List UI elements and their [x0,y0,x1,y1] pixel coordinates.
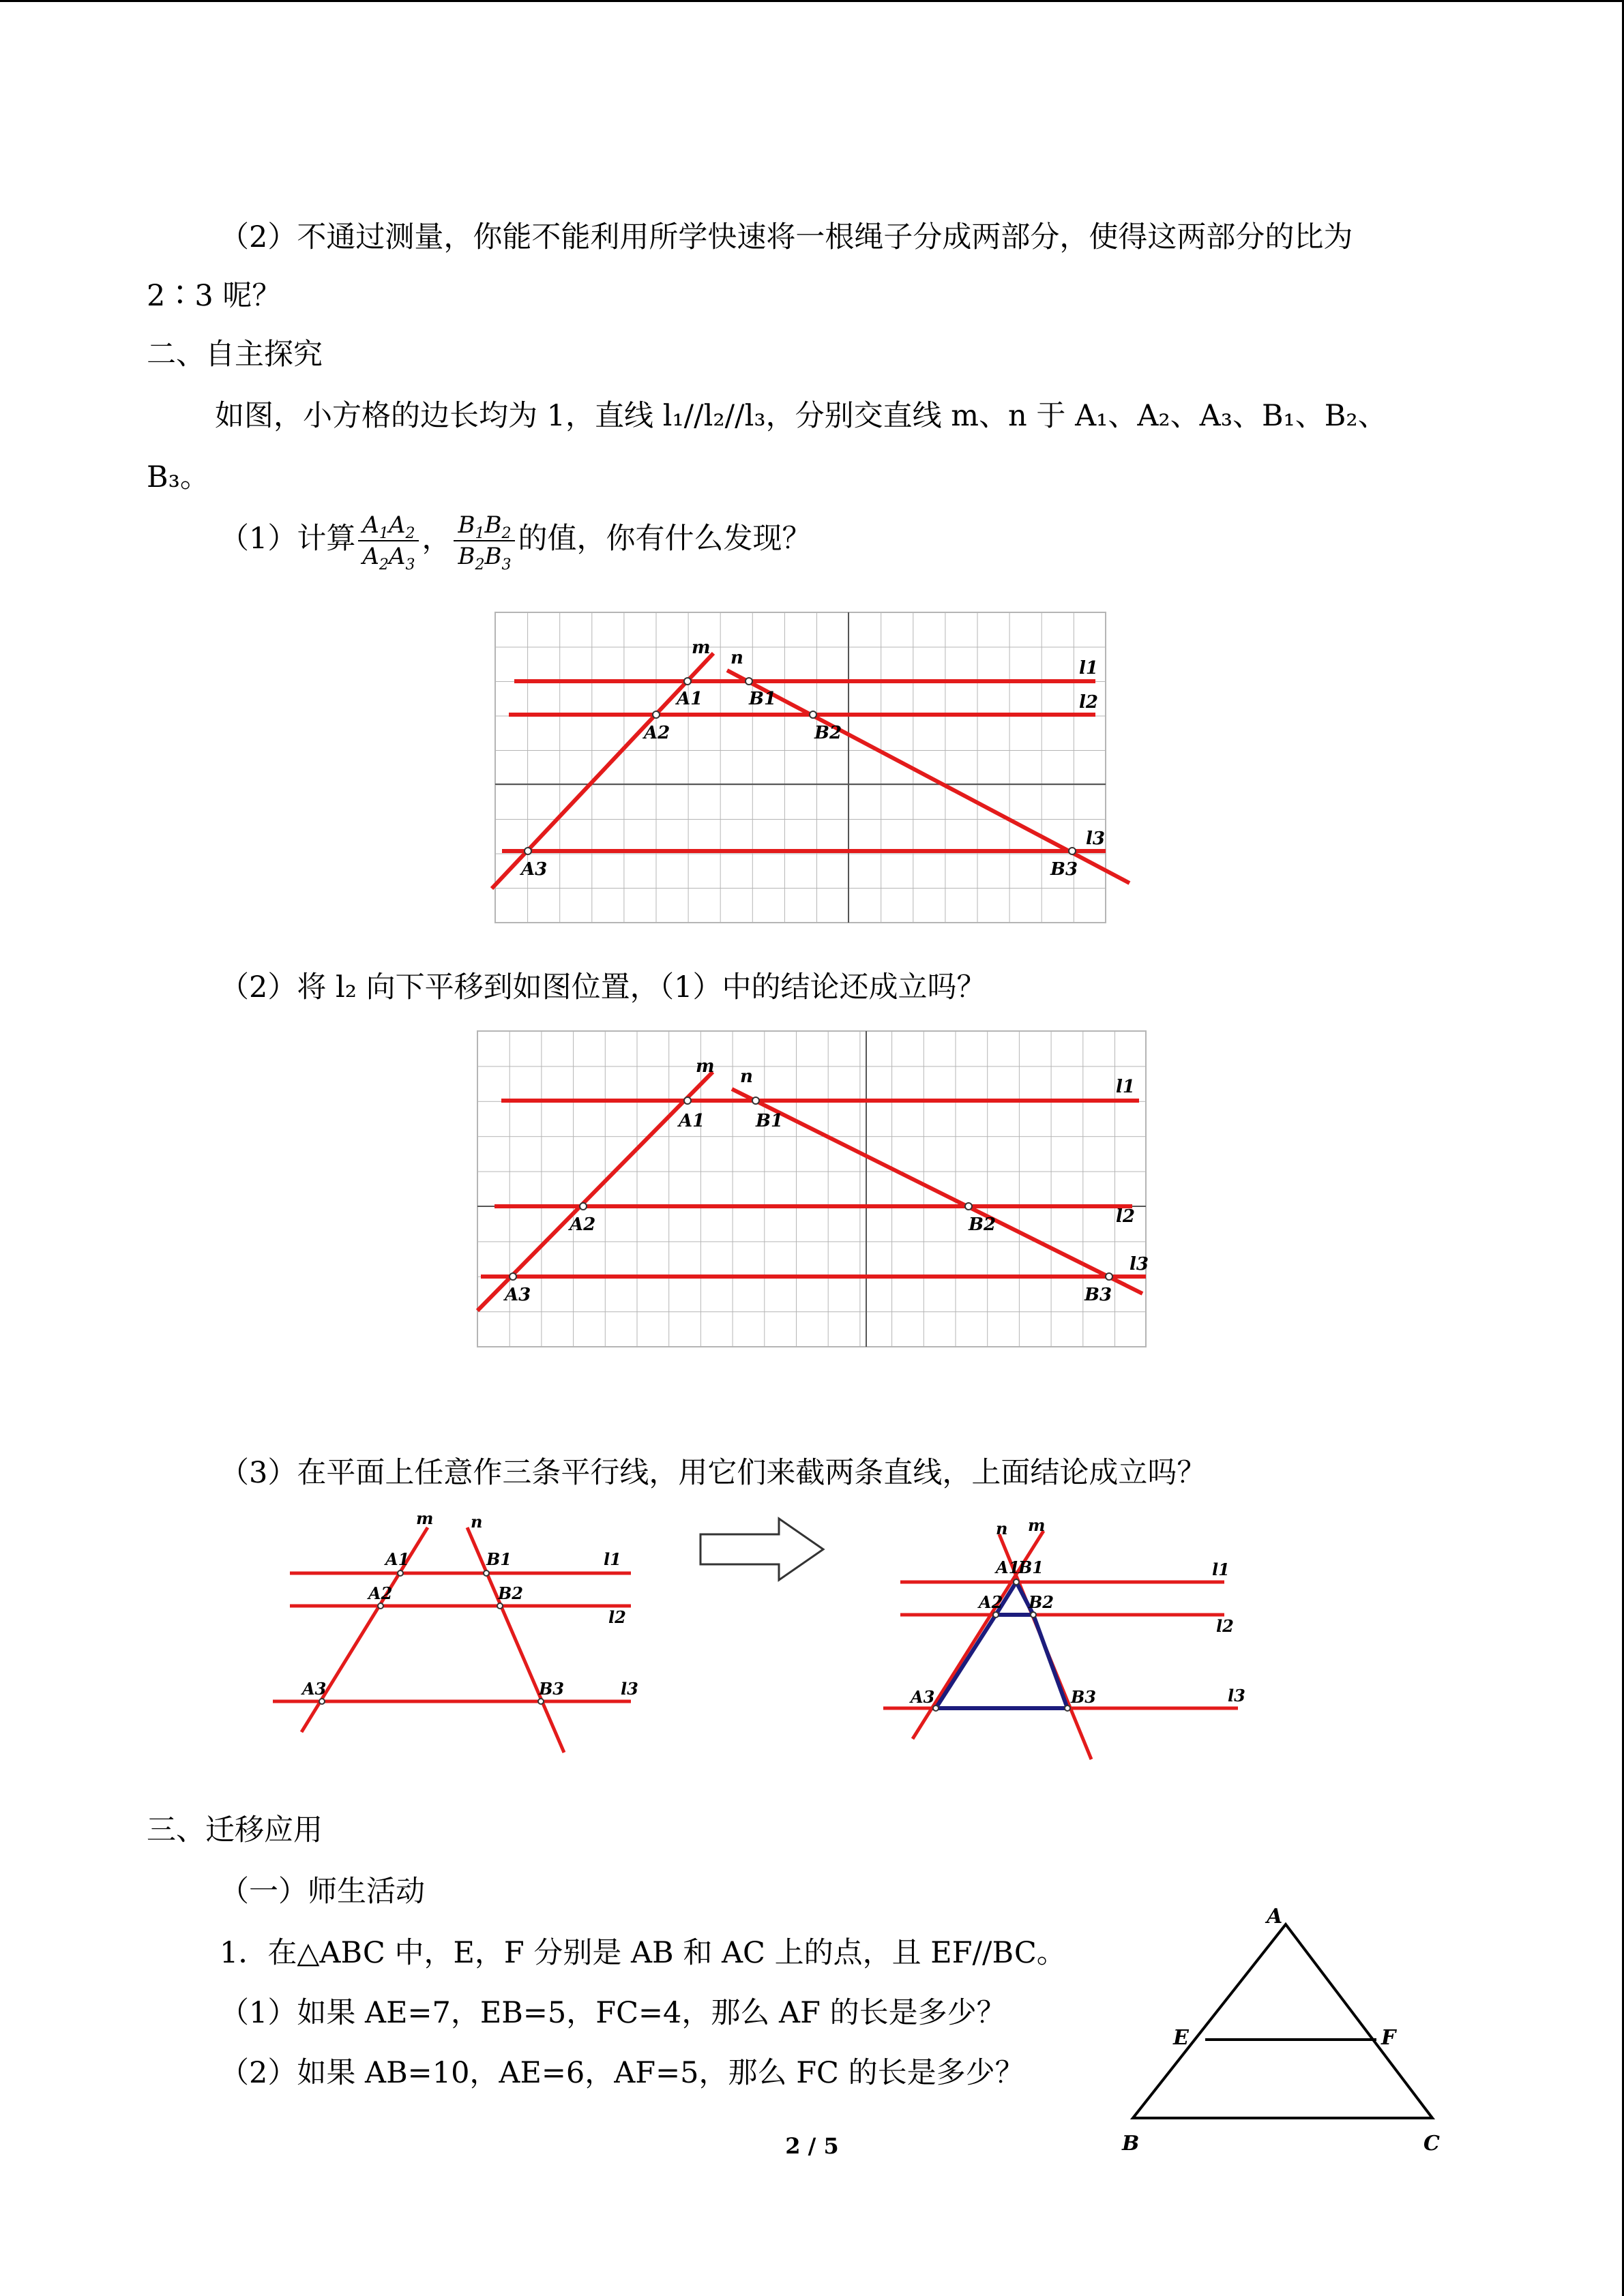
label-a1: A1 [677,689,703,709]
question-3: （3）在平面上任意作三条平行线，用它们来截两条直线，上面结论成立吗？ [220,1456,1207,1490]
label-b1: B1 [749,689,777,709]
figure-triangle-abc [1108,1905,1477,2168]
label-b2: B2 [814,723,842,743]
label-a1: A1 [996,1557,1020,1577]
label-l3: l3 [1086,829,1105,849]
label-b3: B3 [539,1679,564,1699]
figure-grid-2 [477,1031,1149,1347]
section-heading-apply: 三、迁移应用 [147,1813,323,1847]
label-b2: B2 [1029,1592,1054,1612]
label-m: m [416,1508,434,1528]
label-a: A [1267,1905,1283,1928]
label-a3: A3 [505,1285,531,1305]
figure-grid-1 [495,612,1106,923]
paragraph-rope-question: （2）不通过测量，你能不能利用所学快速将一根绳子分成两部分，使得这两部分的比为 [220,220,1353,254]
label-a3: A3 [302,1679,327,1699]
label-f: F [1381,2026,1396,2050]
label-a3: A3 [521,859,548,880]
paragraph-intro-cont: B₃。 [147,460,209,494]
label-b1: B1 [756,1111,784,1131]
label-b3: B3 [1050,859,1078,880]
label-a1: A1 [679,1111,705,1131]
label-l1: l1 [1116,1077,1135,1097]
label-c: C [1423,2132,1440,2156]
label-a2: A2 [368,1583,393,1603]
label-n: n [996,1519,1008,1538]
label-l3: l3 [621,1679,638,1699]
label-e: E [1173,2026,1189,2050]
fraction-a: $\frac{A_1A_2}{A_2A_3}$ [358,510,419,571]
label-m: m [1028,1515,1046,1535]
question-1: （1）计算 $\frac{A_1A_2}{A_2A_3}$ ， $\frac{B_1B_2}{B_2B_3}$ 的值，你有什么发现？ [220,511,812,573]
figure-parallel-right [880,1510,1262,1770]
label-b1: B1 [486,1549,512,1569]
label-b: B [1122,2132,1140,2156]
arrow-right-icon [697,1515,827,1583]
label-l3: l3 [1228,1686,1245,1705]
label-a3: A3 [911,1687,935,1707]
question-2: （2）将 l₂ 向下平移到如图位置，（1）中的结论还成立吗？ [220,970,986,1004]
label-b3: B3 [1071,1687,1096,1707]
label-l2: l2 [1216,1616,1234,1636]
label-a2: A2 [979,1592,1003,1612]
label-l2: l2 [1116,1206,1135,1227]
label-m: m [692,638,711,658]
paragraph-rope-ratio: 2∶3 呢？ [147,279,282,313]
label-b2: B2 [498,1583,523,1603]
subheading-activity: （一）师生活动 [220,1875,425,1909]
line-n [467,1527,564,1753]
label-a1: A1 [385,1549,410,1569]
label-b2: B2 [969,1214,996,1235]
exercise-1-part-1: （1）如果 AE=7，EB=5，FC=4，那么 AF 的长是多少？ [220,1996,1006,2030]
figure-parallel-left [269,1507,651,1766]
label-l1: l1 [1212,1560,1230,1579]
label-n: n [740,1067,753,1087]
label-a2: A2 [570,1214,596,1235]
label-n: n [471,1512,483,1532]
page-number: 2 / 5 [785,2133,839,2159]
section-heading-explore: 二、自主探究 [147,338,323,372]
label-b1: B1 [1018,1557,1044,1577]
exercise-1-part-2: （2）如果 AB=10，AE=6，AF=5，那么 FC 的长是多少？ [220,2056,1024,2090]
label-n: n [730,648,743,668]
paragraph-intro: 如图，小方格的边长均为 1，直线 l₁//l₂//l₃，分别交直线 m、n 于 A₁、A₂、A₃、B₁、B₂、 [215,399,1387,433]
page-border-top [0,0,1624,2]
label-b3: B3 [1084,1285,1112,1305]
triangle-abc [1133,1924,1432,2118]
label-l1: l1 [604,1549,621,1569]
label-l3: l3 [1130,1254,1149,1274]
label-l2: l2 [608,1607,626,1627]
fraction-b: $\frac{B_1B_2}{B_2B_3}$ [454,510,515,571]
label-m: m [696,1056,715,1077]
label-a2: A2 [644,723,670,743]
exercise-1: 1．在△ABC 中，E，F 分别是 AB 和 AC 上的点，且 EF//BC。 [220,1936,1066,1970]
label-l2: l2 [1079,692,1098,713]
label-l1: l1 [1079,658,1098,679]
